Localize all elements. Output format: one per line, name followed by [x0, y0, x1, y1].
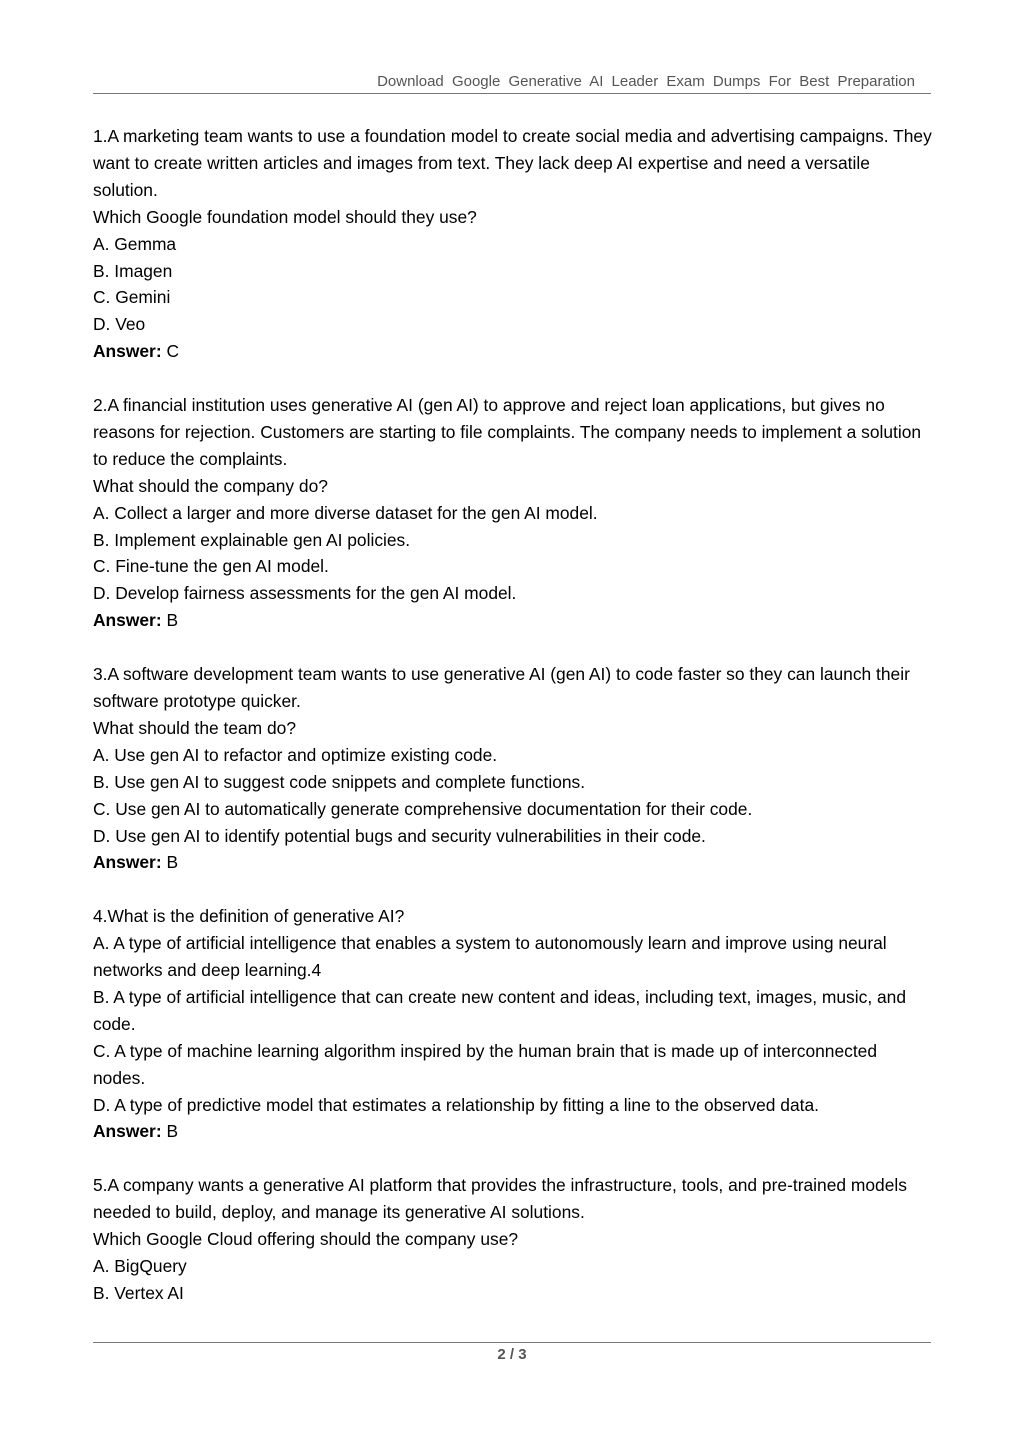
option-c: C. Gemini: [93, 287, 171, 308]
page-header-title: Download Google Generative AI Leader Exam Dumps For Best Preparation: [377, 73, 915, 90]
page-number: 2 / 3: [497, 1346, 527, 1363]
question-text: 5.A company wants a generative AI platform that provides the infrastructure, tools, and pre-trained models needed to build, deploy, and manage its generative AI solutions.: [93, 1175, 907, 1223]
option-d: D. A type of predictive model that estimates a relationship by fitting a line to the observed data.: [93, 1094, 819, 1115]
question-prompt: Which Google Cloud offering should the company use?: [93, 1229, 519, 1250]
question-4: [93, 903, 933, 1145]
answer-label: Answer:: [93, 1121, 162, 1142]
answer-line: [93, 849, 933, 876]
question-text: 3.A software development team wants to use generative AI (gen AI) to code faster so they can launch their software prototype quicker.: [93, 664, 910, 711]
question-1: [93, 123, 933, 365]
option-c: C. Fine-tune the gen AI model.: [93, 556, 329, 577]
question-prompt: Which Google foundation model should they use?: [93, 206, 477, 227]
answer-line: [93, 607, 933, 634]
option-a: A. Use gen AI to refactor and optimize existing code.: [93, 744, 498, 765]
option-d: D. Develop fairness assessments for the gen AI model.: [93, 583, 517, 604]
option-a: A. A type of artificial intelligence that enables a system to autonomously learn and improve using neural networks and deep learning.4: [93, 933, 887, 981]
question-text: 1.A marketing team wants to use a foundation model to create social media and advertising campaigns. They want to create written articles and images from text. They lack deep AI expertise and need a versatile solution.: [93, 126, 932, 200]
option-a: A. Gemma: [93, 233, 177, 254]
question-2: [93, 392, 933, 634]
answer-label: Answer:: [93, 610, 162, 631]
question-5: [93, 1172, 933, 1307]
option-b: B. Use gen AI to suggest code snippets and complete functions.: [93, 771, 586, 792]
answer-value: B: [166, 1121, 179, 1142]
answer-value: C: [166, 341, 180, 362]
footer-divider: [93, 1342, 931, 1343]
option-c: C. A type of machine learning algorithm inspired by the human brain that is made up of interconnected nodes.: [93, 1040, 878, 1088]
question-prompt: What should the company do?: [93, 475, 328, 496]
question-text: 4.What is the definition of generative AI?: [93, 906, 405, 927]
answer-value: B: [166, 852, 179, 873]
question-text: 2.A financial institution uses generative AI (gen AI) to approve and reject loan applications, but gives no reasons for rejection. Customers are starting to file complaints. The company needs to implement a solution to reduce the complaints.: [93, 395, 922, 469]
option-d: D. Veo: [93, 314, 146, 335]
option-c: C. Use gen AI to automatically generate comprehensive documentation for their code.: [93, 798, 753, 819]
answer-value: B: [166, 610, 179, 631]
option-a: A. Collect a larger and more diverse dataset for the gen AI model.: [93, 502, 598, 523]
document-body: [93, 123, 933, 1334]
answer-label: Answer:: [93, 341, 162, 362]
option-b: B. Vertex AI: [93, 1282, 184, 1303]
option-b: B. A type of artificial intelligence that can create new content and ideas, including text, images, music, and code.: [93, 986, 906, 1034]
header-divider: [93, 93, 931, 94]
question-3: [93, 661, 933, 876]
question-prompt: What should the team do?: [93, 717, 297, 738]
answer-line: [93, 1118, 933, 1145]
answer-label: Answer:: [93, 852, 162, 873]
option-a: A. BigQuery: [93, 1256, 187, 1276]
option-b: B. Implement explainable gen AI policies.: [93, 529, 411, 550]
option-b: B. Imagen: [93, 260, 173, 281]
answer-line: [93, 338, 933, 365]
option-d: D. Use gen AI to identify potential bugs and security vulnerabilities in their code.: [93, 825, 706, 846]
